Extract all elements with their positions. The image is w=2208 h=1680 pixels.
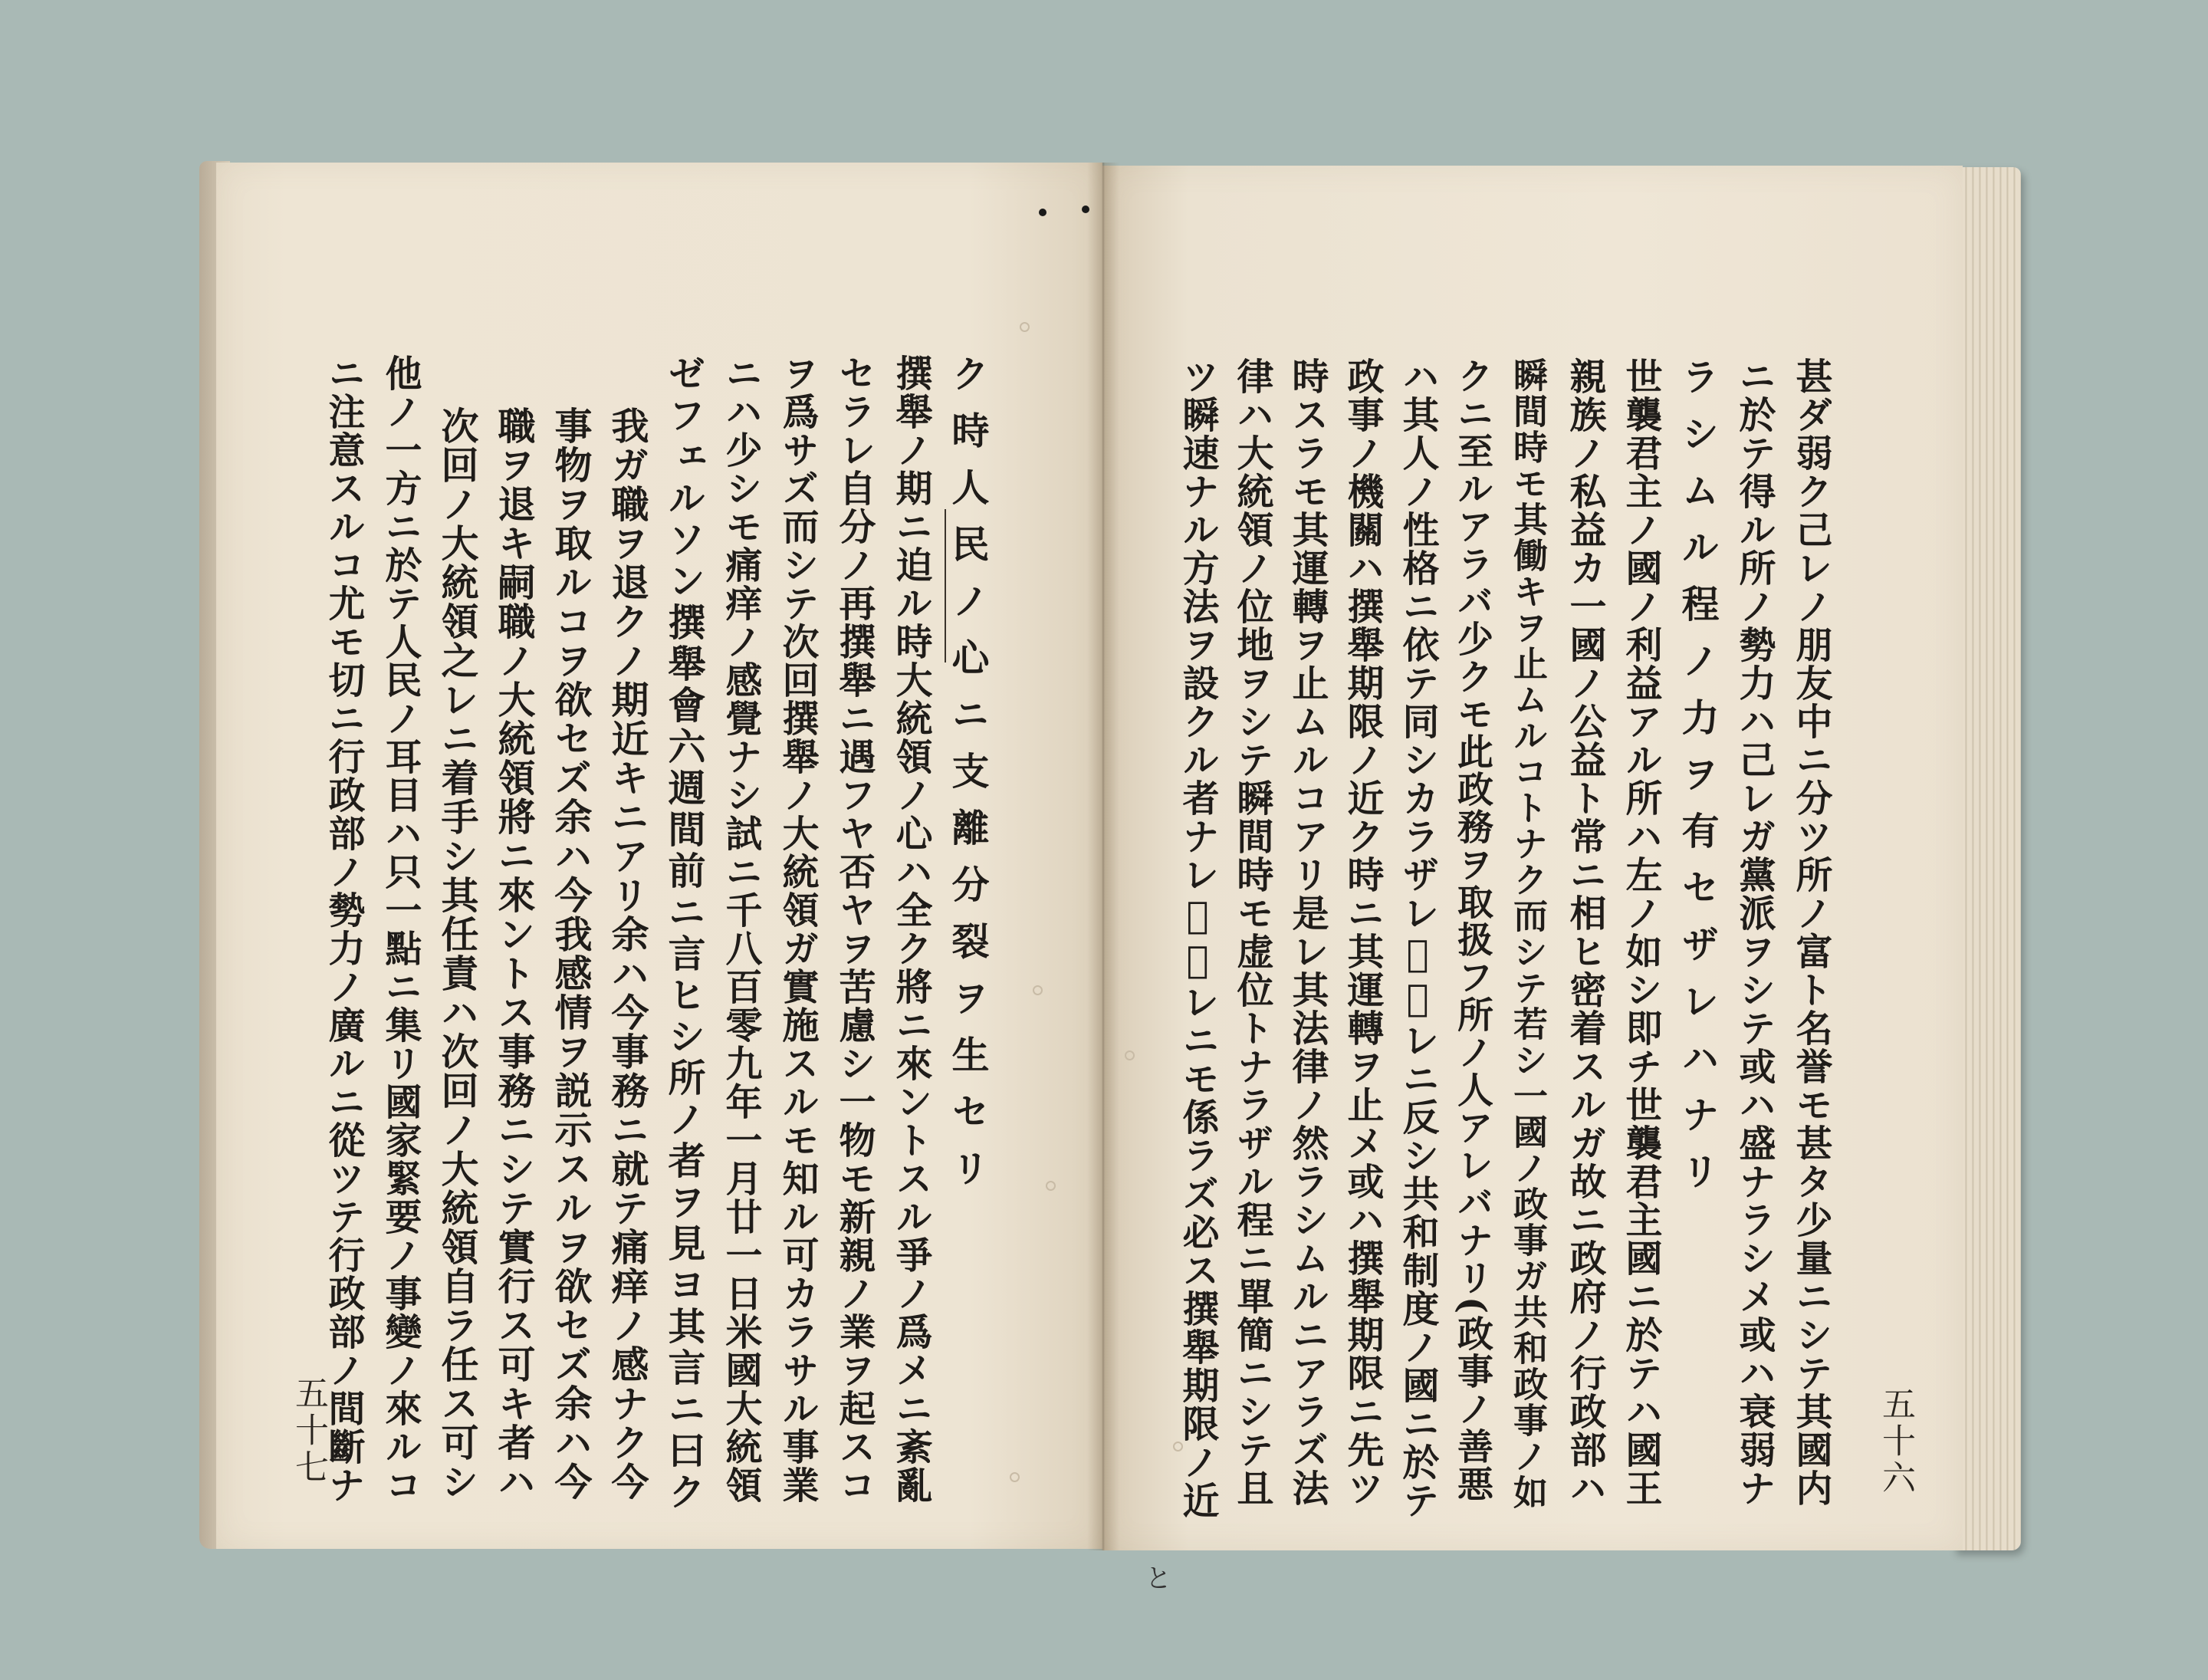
pinhole <box>1010 1472 1020 1482</box>
left-text-column: 次回ノ大統領之レニ着手シ其任責ハ次回ノ大統領自ラ任ス可シ <box>435 406 480 1501</box>
pinhole <box>1033 985 1043 995</box>
right-text-column: 時スラモ其運轉ヲ止ムルコアリ是レ其法律ノ然ラシムルニアラズ法 <box>1286 357 1329 1507</box>
left-text-column: ヲ爲サズ而シテ次回撰舉ノ大統領ガ實施スルモ知ル可カラサル事業 <box>776 354 819 1504</box>
left-text-column: 他ノ一方ニ於テ人民ノ耳目ハ只一點ニ集リ國家緊要ノ事變ノ來ルコ <box>379 354 422 1504</box>
left-text-column: ニ注意スルコ尤モ切ニ行政部ノ勢力ノ廣ルニ從ツテ行政部ノ間斷ナ <box>322 354 365 1504</box>
left-text-column: ク時人民ノ心ニ支離分裂ヲ生セリ <box>946 354 991 1205</box>
marginal-mark: と <box>1145 1563 1171 1594</box>
left-page <box>216 163 1102 1549</box>
left-text-column: ニハ少シモ痛痒ノ感覺ナシ試ニ千八百零九年一月廿一日米國大統領 <box>719 354 762 1504</box>
pinhole <box>1020 322 1030 332</box>
right-text-column: 律ハ大統領ノ位地ヲシテ瞬間時モ虚位トナラザル程ニ單簡ニシテ且 <box>1230 357 1273 1507</box>
left-page-number: 五十七 <box>289 1376 328 1486</box>
right-text-column: 政事ノ機關ハ撰舉期限ノ近ク時ニ其運轉ヲ止メ或ハ撰舉期限ニ先ツ <box>1341 357 1384 1507</box>
right-page-number: 五十六 <box>1876 1386 1915 1497</box>
left-text-column: ゼフェルソン撰舉會六週間前ニ言ヒシ所ノ者ヲ見ヨ其言ニ曰ク <box>662 354 707 1514</box>
right-text-column: 親族ノ私益カ一國ノ公益ト常ニ相ヒ密着スルガ故ニ政府ノ行政部ハ <box>1563 357 1606 1507</box>
right-text-column: ハ其人ノ性格ニ依テ同シカラザレ𪜈之レニ反シ共和制度ノ國ニ於テ <box>1396 357 1439 1520</box>
right-text-column: 甚ダ弱ク己レノ朋友中ニ分ツ所ノ富ト名誉モ甚タ少量ニシテ其國内 <box>1789 357 1832 1507</box>
ink-dot <box>1039 209 1046 216</box>
pinhole <box>1046 1181 1056 1191</box>
right-page <box>1102 166 1963 1594</box>
right-text-column: クニ至ルアラバ少クモ此政務ヲ取扱フ所ノ人アレバナリ(政事ノ善悪 <box>1451 357 1493 1504</box>
right-text-column: ニ於テ得ル所ノ勢力ハ己レガ黨派ヲシテ或ハ盛ナラシメ或ハ衰弱ナ <box>1733 357 1776 1507</box>
pinhole <box>1125 1050 1135 1060</box>
left-text-column: セラレ自分ノ再撰舉ニ遇フヤ否ヤヲ苦慮シ一物モ新親ノ業ヲ起スコ <box>833 354 876 1504</box>
ink-dot <box>1082 205 1089 213</box>
pinhole <box>1173 1442 1183 1452</box>
right-text-column: 瞬間時モ其働キヲ止ムルコトナク而シテ若シ一國ノ政事ガ共和政事ノ如 <box>1507 357 1548 1511</box>
right-text-column: ツ瞬速ナル方法ヲ設クル者ナレ𪜈之レニモ係ラズ必ス撰舉期限ノ近 <box>1176 357 1219 1520</box>
page-stack-edge <box>1953 167 2021 1550</box>
left-text-column: 事物ヲ取ルコヲ欲セズ余ハ今我感情ヲ説示スルヲ欲セズ余ハ今 <box>549 406 593 1501</box>
right-text-column: ラシムル程ノ力ヲ有セザレハナリ <box>1676 357 1720 1208</box>
right-text-column: 世襲君主ノ國ノ利益アル所ハ左ノ如シ即チ世襲君主國ニ於テハ國王 <box>1619 357 1662 1507</box>
book-gutter <box>1087 163 1119 1550</box>
left-text-column: 撰舉ノ期ニ迫ル時大統領ノ心ハ全ク將ニ來ントスル爭ノ爲メニ紊亂 <box>889 354 932 1504</box>
left-text-column: 我ガ職ヲ退クノ期近キニアリ余ハ今事務ニ就テ痛痒ノ感ナク今 <box>606 406 650 1501</box>
left-text-column: 職ヲ退キ嗣職ノ大統領將ニ來ントス事務ニシテ實行ス可キ者ハ <box>492 406 537 1501</box>
